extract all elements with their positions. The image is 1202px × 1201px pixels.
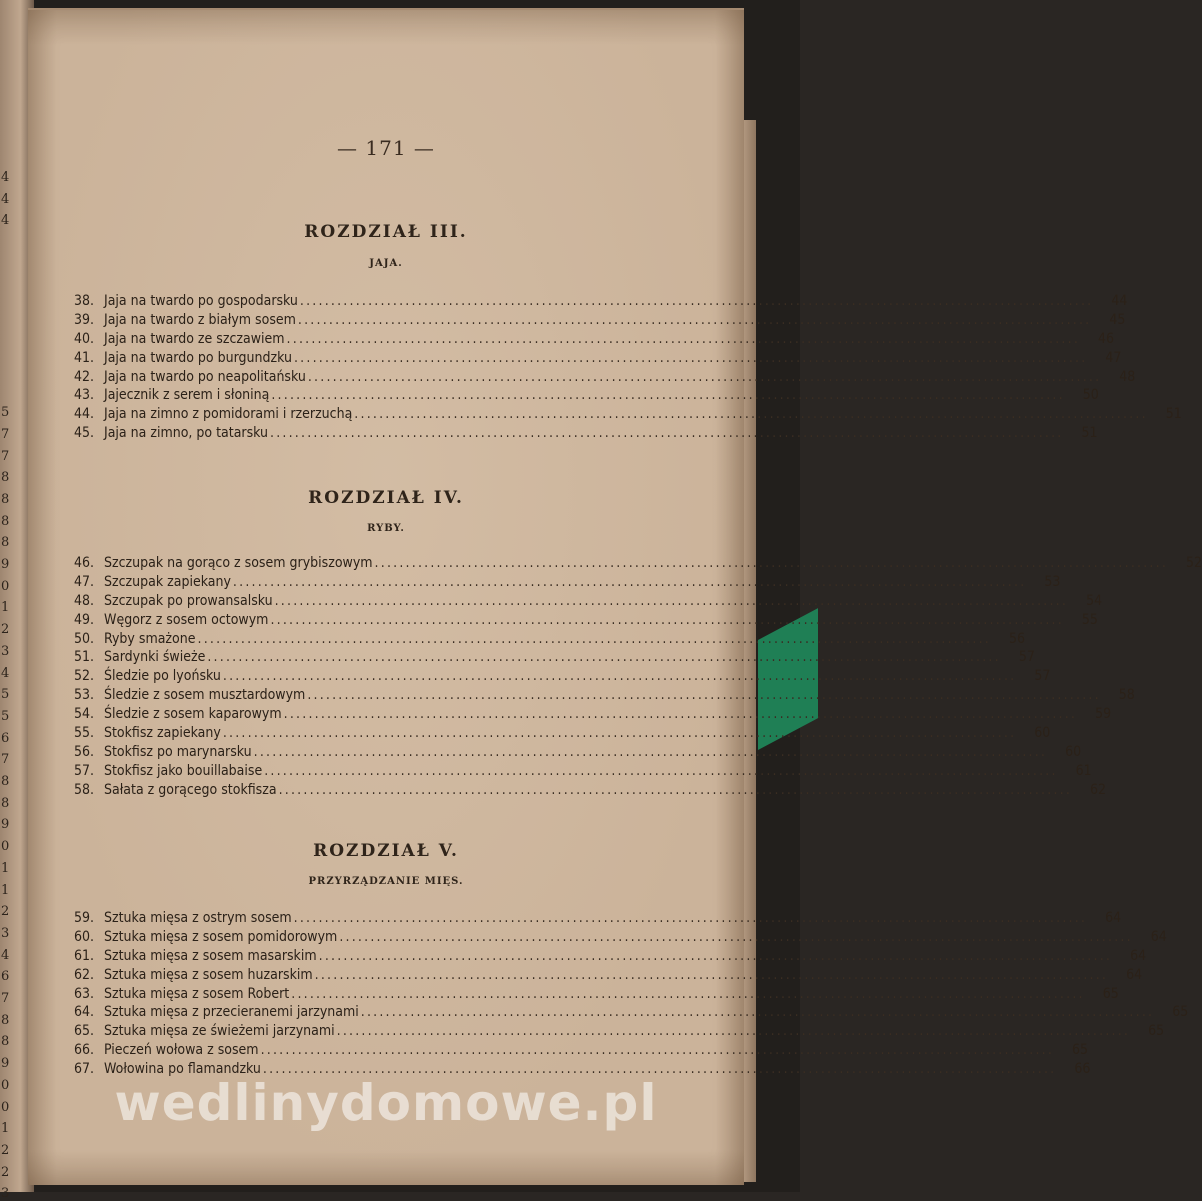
toc-entry	[74, 649, 1035, 668]
toc-entry	[74, 1023, 1165, 1042]
entry-page: 55	[1081, 611, 1098, 628]
toc-entry	[74, 910, 1122, 929]
toc-entry	[74, 687, 1135, 706]
entry-page: 61	[1075, 762, 1092, 779]
dot-leader	[279, 782, 1072, 798]
chapter-subtitle: RYBY.	[367, 523, 405, 534]
entry-title: Stokfisz po marynarsku	[104, 743, 252, 760]
dot-leader	[270, 425, 1063, 441]
toc-entry	[74, 706, 1112, 725]
toc-entry	[74, 387, 1099, 406]
dot-leader	[307, 687, 1100, 703]
chapter-subtitle: JAJA.	[369, 258, 403, 269]
entry-title: Stokfisz jako bouillabaise	[104, 762, 263, 779]
entry-number: 50.	[74, 630, 95, 647]
entry-title: Szczupak na gorąco z sosem grybiszowym	[104, 555, 373, 571]
toc-entry	[74, 425, 1098, 444]
previous-page-fragment: 5	[1, 687, 10, 703]
toc-entry	[74, 985, 1119, 1005]
entry-title: Sztuka mięsa z sosem huzarskim	[104, 966, 313, 983]
previous-page-fragment: 8	[1, 491, 10, 507]
toc-entry	[74, 762, 1092, 782]
entry-number: 59.	[74, 910, 95, 926]
previous-page-fragment: 8	[1, 774, 10, 789]
entry-page: 64	[1105, 910, 1122, 926]
toc-entry	[74, 725, 1051, 744]
toc-entry	[74, 928, 1167, 948]
entry-number: 64.	[74, 1004, 95, 1021]
entry-page: 58	[1118, 687, 1135, 704]
entry-page: 54	[1086, 592, 1103, 609]
entry-number: 48.	[74, 592, 95, 609]
entry-title: Jaja na twardo z białym sosem	[104, 311, 296, 328]
entry-number: 58.	[74, 781, 95, 798]
toc-entry	[74, 368, 1136, 388]
entry-title: Szczupak po prowansalsku	[104, 592, 273, 609]
dot-leader	[300, 293, 1093, 309]
toc-entry	[74, 330, 1115, 350]
entry-number: 43.	[74, 387, 95, 404]
entry-page: 57	[1018, 649, 1035, 666]
toc-entry	[74, 406, 1182, 425]
dot-leader	[287, 331, 1080, 347]
dot-leader	[337, 1023, 1130, 1039]
previous-page-fragment: 8	[1, 1034, 10, 1050]
previous-page-fragment: 4	[1, 191, 10, 207]
toc-entry	[74, 1042, 1089, 1061]
entry-page: 60	[1034, 725, 1051, 742]
entry-title: Śledzie z sosem kaparowym	[104, 706, 282, 723]
dot-leader	[275, 593, 1068, 609]
entry-title: Sztuka mięsa z sosem pomidorowym	[104, 928, 338, 945]
dot-leader	[354, 406, 1147, 422]
previous-page-fragment: 8	[1, 795, 10, 811]
entry-page: 50	[1082, 387, 1099, 404]
previous-page-fragment: 7	[1, 752, 10, 768]
toc-entry	[74, 555, 1202, 574]
previous-page-fragment: 8	[1, 470, 10, 486]
previous-page-fragment: 4	[1, 665, 10, 681]
toc-entry	[74, 781, 1107, 801]
entry-title: Sardynki świeże	[104, 649, 206, 666]
entry-number: 60.	[74, 928, 95, 945]
entry-title: Sztuka mięsa ze świeżemi jarzynami	[104, 1023, 335, 1040]
entry-page: 64	[1130, 947, 1147, 964]
previous-page-fragment: 1	[1, 860, 10, 876]
toc-entry	[74, 1004, 1189, 1023]
previous-page-fragment: 4	[1, 170, 10, 185]
chapter-entries	[74, 910, 1189, 1080]
book-page	[28, 8, 1202, 1185]
entry-title: Śledzie po lyońsku	[104, 668, 221, 685]
previous-page-fragment: 2	[1, 1164, 10, 1180]
entry-title: Sztuka mięsa z sosem masarskim	[104, 947, 317, 964]
entry-page: 57	[1034, 668, 1051, 685]
entry-page: 52	[1186, 555, 1202, 571]
entry-number: 57.	[74, 762, 95, 779]
dot-leader	[223, 725, 1016, 741]
previous-page-fragment: 0	[1, 1099, 10, 1115]
previous-page-fragment: 0	[1, 578, 10, 594]
entry-title: Jaja na twardo po burgundzku	[104, 349, 292, 366]
page-number: — 171 —	[337, 136, 435, 160]
entry-title: Sztuka mięsa z ostrym sosem	[104, 910, 292, 926]
previous-page-fragment: 9	[1, 557, 10, 572]
chapter-title: ROZDZIAŁ V.	[313, 841, 459, 861]
dot-leader	[223, 668, 1016, 684]
dot-leader	[254, 744, 1047, 760]
entry-number: 49.	[74, 611, 95, 628]
entry-number: 47.	[74, 573, 95, 590]
toc-entry	[74, 966, 1143, 986]
toc-entry	[74, 947, 1147, 967]
dot-leader	[298, 312, 1091, 328]
entry-title: Jaja na zimno z pomidorami i rzerzuchą	[104, 406, 353, 423]
entry-page: 53	[1044, 573, 1061, 590]
dot-leader	[291, 986, 1084, 1002]
entry-title: Szczupak zapiekany	[104, 573, 231, 590]
dot-leader	[198, 631, 991, 647]
entry-page: 64	[1126, 966, 1143, 983]
entry-number: 51.	[74, 649, 95, 666]
entry-title: Ryby smażone	[104, 630, 196, 647]
dot-leader	[284, 706, 1077, 722]
entry-title: Węgorz z sosem octowym	[104, 611, 269, 628]
previous-page-fragment: 1	[1, 1121, 10, 1137]
chapter-title: ROZDZIAŁ IV.	[308, 488, 464, 508]
entry-number: 63.	[74, 985, 95, 1002]
entry-page: 65	[1102, 985, 1119, 1002]
dot-leader	[315, 967, 1108, 983]
entry-number: 61.	[74, 947, 95, 964]
toc-entry	[74, 743, 1082, 763]
dot-leader	[261, 1042, 1054, 1058]
entry-page: 65	[1148, 1023, 1165, 1040]
previous-page-fragment: 1	[1, 600, 10, 616]
dot-leader	[361, 1004, 1154, 1020]
previous-page-fragment: 5	[1, 708, 10, 724]
chapter-entries	[74, 555, 1202, 801]
dot-leader	[207, 649, 1000, 665]
entry-page: 45	[1109, 311, 1126, 328]
entry-number: 56.	[74, 743, 95, 760]
dot-leader	[308, 369, 1101, 385]
previous-page-fragment: 7	[1, 426, 10, 442]
entry-page: 66	[1074, 1061, 1091, 1078]
entry-number: 67.	[74, 1061, 95, 1078]
entry-page: 44	[1111, 293, 1128, 309]
dot-leader	[264, 763, 1057, 779]
entry-title: Sztuka mięsa z sosem Robert	[104, 985, 290, 1002]
previous-page-fragment: 6	[1, 730, 10, 746]
previous-page-fragment: 3	[1, 1186, 10, 1201]
previous-page-fragment: 8	[1, 513, 10, 529]
previous-page-fragment: 2	[1, 904, 10, 920]
toc-entry	[74, 293, 1128, 312]
previous-page-fragment: 6	[1, 969, 10, 985]
entry-page: 56	[1008, 630, 1025, 647]
entry-number: 40.	[74, 330, 95, 347]
previous-page-fragment: 0	[1, 1077, 10, 1093]
previous-page-fragment: 8	[1, 535, 10, 551]
entry-title: Sztuka mięsa z przecieranemi jarzynami	[104, 1004, 359, 1021]
entry-number: 54.	[74, 706, 95, 723]
entry-page: 65	[1072, 1042, 1089, 1059]
entry-title: Jaja na twardo po gospodarsku	[104, 293, 298, 309]
entry-page: 59	[1095, 706, 1112, 723]
entry-title: Jaja na twardo po neapolitańsku	[104, 368, 306, 385]
dot-leader	[270, 612, 1063, 628]
entry-title: Wołowina po flamandzku	[104, 1061, 261, 1078]
previous-page-fragment: 9	[1, 1056, 10, 1072]
watermark: wedlinydomowe.pl	[114, 1074, 658, 1132]
entry-page: 48	[1119, 368, 1136, 385]
entry-title: Jajecznik z serem i słoniną	[104, 387, 270, 404]
previous-page-fragment: 8	[1, 1012, 10, 1028]
chapter-entries	[74, 293, 1182, 444]
entry-page: 47	[1105, 349, 1122, 366]
entry-title: Sałata z gorącego stokfisza	[104, 781, 277, 798]
entry-page: 60	[1065, 743, 1082, 760]
previous-page-fragment: 9	[1, 817, 10, 833]
entry-page: 51	[1081, 425, 1098, 442]
entry-number: 38.	[74, 293, 95, 309]
previous-page-fragment: 0	[1, 839, 10, 855]
dot-leader	[294, 350, 1087, 366]
entry-number: 62.	[74, 966, 95, 983]
entry-number: 44.	[74, 406, 95, 423]
entry-title: Śledzie z sosem musztardowym	[104, 687, 306, 704]
entry-number: 65.	[74, 1023, 95, 1040]
dot-leader	[233, 574, 1026, 590]
entry-page: 51	[1165, 406, 1182, 423]
toc-entry	[74, 611, 1098, 631]
previous-page-fragment: 2	[1, 1142, 10, 1158]
entry-title: Jaja na twardo ze szczawiem	[104, 330, 285, 347]
entry-page: 65	[1172, 1004, 1189, 1021]
dot-leader	[339, 929, 1132, 945]
toc-entry	[74, 573, 1061, 593]
toc-entry	[74, 311, 1126, 331]
chapter-subtitle: PRZYRZĄDZANIE MIĘS.	[308, 876, 464, 887]
entry-number: 45.	[74, 425, 95, 442]
dot-leader	[294, 910, 1087, 926]
toc-entry	[74, 349, 1122, 369]
chapter-title: ROZDZIAŁ III.	[304, 222, 468, 242]
toc-entry	[74, 630, 1025, 650]
entry-page: 64	[1150, 928, 1167, 945]
previous-page-fragment: 4	[1, 213, 10, 229]
entry-number: 52.	[74, 668, 95, 685]
previous-page-fragment: 3	[1, 925, 10, 941]
dot-leader	[375, 555, 1168, 571]
previous-page-fragment: 7	[1, 991, 10, 1006]
toc-entry	[74, 592, 1103, 612]
entry-number: 42.	[74, 368, 95, 385]
entry-number: 55.	[74, 725, 95, 742]
previous-page-fragment: 1	[1, 882, 10, 898]
toc-entry	[74, 668, 1051, 687]
entry-number: 39.	[74, 311, 95, 328]
entry-page: 46	[1098, 330, 1115, 347]
entry-title: Stokfisz zapiekany	[104, 725, 221, 742]
dot-leader	[271, 387, 1064, 403]
entry-title: Pieczeń wołowa z sosem	[104, 1042, 259, 1059]
previous-page-fragment: 7	[1, 448, 10, 464]
entry-number: 53.	[74, 687, 95, 704]
entry-title: Jaja na zimno, po tatarsku	[104, 425, 269, 442]
entry-number: 66.	[74, 1042, 95, 1059]
previous-page-fragment: 3	[1, 643, 10, 659]
entry-number: 41.	[74, 349, 95, 366]
entry-number: 46.	[74, 555, 95, 571]
previous-page-fragment: 5	[1, 405, 10, 421]
previous-page-fragment: 2	[1, 622, 10, 638]
dot-leader	[319, 948, 1112, 964]
previous-page-fragment: 4	[1, 947, 10, 963]
entry-page: 62	[1090, 781, 1107, 798]
